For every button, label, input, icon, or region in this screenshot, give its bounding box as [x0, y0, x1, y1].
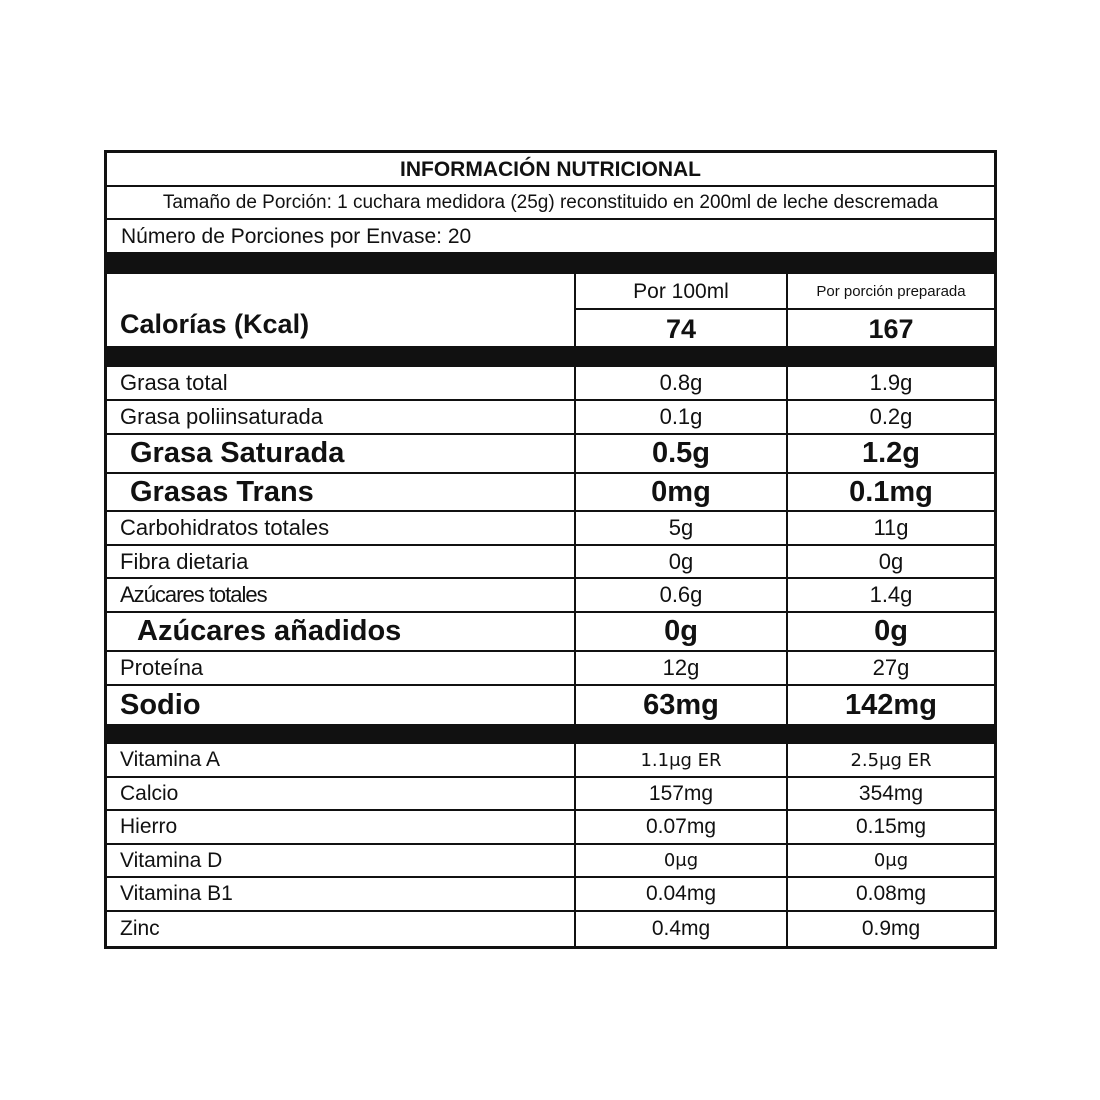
vitamin-per-serving: 0.9mg	[786, 912, 994, 946]
nutrient-per-serving: 0g	[786, 546, 994, 577]
divider-bar	[107, 346, 994, 367]
header-per-100ml: Por 100ml	[633, 280, 729, 303]
nutrient-per-serving: 142mg	[786, 686, 994, 724]
nutrient-label: Grasas Trans	[130, 475, 314, 508]
vitamin-label: Vitamina A	[120, 748, 221, 771]
nutrient-per-serving: 0.2g	[786, 401, 994, 433]
vitamin-label: Calcio	[120, 781, 179, 805]
nutrient-row	[107, 652, 994, 686]
vitamin-row	[107, 778, 994, 811]
nutrient-per-100ml: 0.8g	[574, 367, 786, 399]
calories-per-serving-box	[788, 310, 994, 346]
calories-per-100ml-box	[576, 310, 786, 346]
nutrition-title: INFORMACIÓN NUTRICIONAL	[400, 158, 701, 181]
nutrient-per-serving: 1.9g	[786, 367, 994, 399]
vitamin-per-100ml: 0.07mg	[574, 811, 786, 843]
nutrient-label: Proteína	[120, 655, 204, 680]
nutrient-row	[107, 512, 994, 546]
vitamin-row	[107, 744, 994, 778]
calories-col2	[786, 274, 994, 346]
vitamin-label: Vitamina B1	[120, 882, 233, 905]
vitamin-per-serving: 0.15mg	[786, 811, 994, 843]
column-header-per-serving	[788, 274, 994, 310]
vitamin-per-100ml: 0.04mg	[574, 878, 786, 910]
nutrient-row	[107, 401, 994, 435]
nutrient-per-100ml: 63mg	[574, 686, 786, 724]
nutrient-per-100ml: 0.1g	[574, 401, 786, 433]
serving-size-row	[107, 187, 994, 220]
nutrient-per-serving: 1.4g	[786, 579, 994, 611]
servings-per-container-row	[107, 220, 994, 252]
nutrient-row-bold	[107, 613, 994, 652]
nutrient-per-serving: 0.1mg	[786, 474, 994, 510]
nutrient-per-100ml: 5g	[574, 512, 786, 544]
vitamin-label: Hierro	[120, 815, 178, 838]
divider-bar	[107, 252, 994, 274]
nutrient-row-bold	[107, 435, 994, 474]
vitamin-per-serving: 2.5μg ER	[786, 744, 994, 776]
vitamin-per-100ml: 1.1μg ER	[574, 744, 786, 776]
nutrient-row	[107, 367, 994, 401]
header-per-serving: Por porción preparada	[816, 283, 966, 300]
nutrient-row-bold	[107, 686, 994, 724]
servings-per-container: Número de Porciones por Envase: 20	[121, 225, 472, 248]
nutrient-per-serving: 1.2g	[786, 435, 994, 472]
serving-size: Tamaño de Porción: 1 cuchara medidora (25g) reconstituido en 200ml de leche descremada	[162, 192, 939, 213]
nutrient-label: Sodio	[120, 688, 201, 721]
calories-col1	[574, 274, 786, 346]
nutrient-per-serving: 27g	[786, 652, 994, 684]
vitamin-row	[107, 845, 994, 878]
nutrient-row	[107, 546, 994, 579]
calories-label-cell	[107, 274, 574, 346]
nutrient-label: Grasa poliinsaturada	[120, 404, 324, 429]
nutrient-per-serving: 11g	[786, 512, 994, 544]
nutrient-row-bold	[107, 474, 994, 512]
nutrient-per-100ml: 0mg	[574, 474, 786, 510]
nutrient-per-serving: 0g	[786, 613, 994, 650]
divider-bar	[107, 724, 994, 744]
vitamin-per-100ml: 0.4mg	[574, 912, 786, 946]
title-row	[107, 153, 994, 187]
vitamin-per-100ml: 0μg	[574, 845, 786, 876]
calories-block	[107, 274, 994, 346]
vitamin-per-serving: 354mg	[786, 778, 994, 809]
nutrient-label: Azúcares añadidos	[137, 615, 402, 647]
calories-label: Calorías (Kcal)	[120, 309, 310, 339]
nutrient-per-100ml: 0.5g	[574, 435, 786, 472]
vitamin-label: Zinc	[120, 917, 160, 940]
nutrient-per-100ml: 0g	[574, 613, 786, 650]
vitamin-row	[107, 811, 994, 845]
vitamin-per-100ml: 157mg	[574, 778, 786, 809]
nutrition-facts-table	[104, 150, 997, 949]
vitamin-row	[107, 878, 994, 912]
nutrient-label: Azúcares totales	[120, 582, 267, 607]
nutrient-per-100ml: 0.6g	[574, 579, 786, 611]
calories-per-100ml: 74	[665, 314, 697, 344]
nutrient-label: Grasa Saturada	[130, 437, 345, 469]
column-header-per-100ml	[576, 274, 786, 310]
nutrient-per-100ml: 12g	[574, 652, 786, 684]
nutrient-per-100ml: 0g	[574, 546, 786, 577]
nutrient-row	[107, 579, 994, 613]
calories-per-serving: 167	[868, 314, 914, 344]
vitamin-per-serving: 0.08mg	[786, 878, 994, 910]
nutrient-label: Fibra dietaria	[120, 548, 249, 574]
nutrient-label: Carbohidratos totales	[120, 515, 330, 540]
vitamin-row	[107, 912, 994, 946]
nutrient-label: Grasa total	[120, 370, 228, 395]
vitamin-label: Vitamina D	[120, 848, 223, 872]
vitamin-per-serving: 0μg	[786, 845, 994, 876]
